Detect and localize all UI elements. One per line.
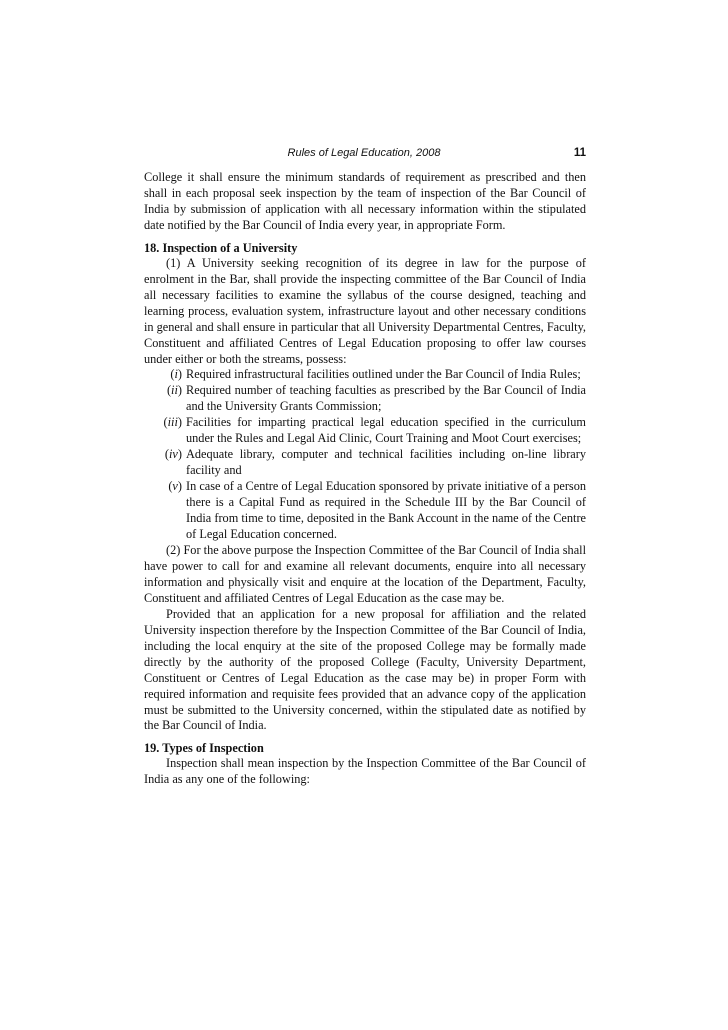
- list-item-text: Adequate library, computer and technical facilities including on-line library facility and: [186, 447, 586, 478]
- facility-list: [144, 367, 586, 542]
- list-item-number: (iv): [164, 447, 182, 462]
- list-item: [144, 447, 586, 479]
- list-item: [144, 415, 586, 447]
- list-item-text: Required number of teaching faculties as prescribed by the Bar Council of India and the University Grants Commission;: [186, 383, 586, 414]
- list-item-number: (v): [168, 479, 182, 494]
- page-number: 11: [573, 147, 586, 159]
- section-18-proviso: Provided that an application for a new proposal for affiliation and the related University inspection therefore by the Inspection Committee of the Bar Council of India, including the local enquiry at the site of the proposed College may be formally made directly by the authority of the proposed College (Faculty, University Department, Constituent or Centres of Legal Education as the case may be) in proper Form with required information and requisite fees provided that an advance copy of the application must be submitted to the University concerned, within the stipulated date as notified by the Bar Council of India.: [144, 606, 586, 733]
- list-item-number: (iii): [163, 415, 182, 430]
- header-title: Rules of Legal Education, 2008: [287, 147, 441, 159]
- list-item-text: Required infrastructural facilities outlined under the Bar Council of India Rules;: [186, 367, 581, 382]
- list-item: [144, 479, 586, 543]
- list-item-number: (ii): [166, 383, 182, 398]
- section-18-para-1: (1) A University seeking recognition of its degree in law for the purpose of enrolment in the Bar, shall provide the inspecting committee of the Bar Council of India all necessary facilities to examine the syllabus of the course designed, teaching and learning process, evaluation system, infrastructure layout and other necessary conditions in general and shall ensure in particular that all University Departmental Centres, Faculty, Constituent and affiliated Centres of Legal Education proposing to offer law courses under either or both the streams, possess:: [144, 255, 586, 366]
- running-header: [0, 147, 728, 161]
- list-item: [144, 383, 586, 415]
- intro-paragraph: College it shall ensure the minimum standards of requirement as prescribed and then shall in each proposal seek inspection by the team of inspection of the Bar Council of India by submission of application with all necessary information within the stipulated date notified by the Bar Council of India every year, in appropriate Form.: [144, 170, 586, 232]
- section-19-para-1: Inspection shall mean inspection by the Inspection Committee of the Bar Council of India as any one of the following:: [144, 756, 586, 787]
- section-18-para-2: (2) For the above purpose the Inspection Committee of the Bar Council of India shall have power to call for and examine all relevant documents, enquire into all necessary information and physically visit and enquire at the location of the Department, Faculty, Constituent and affiliated Centres of Legal Education as the case may be.: [144, 542, 586, 605]
- section-19-heading: 19. Types of Inspection: [144, 741, 264, 756]
- body-text: [144, 170, 586, 788]
- list-item: [144, 367, 586, 383]
- list-item-text: In case of a Centre of Legal Education sponsored by private initiative of a person there is a Capital Fund as required in the Schedule III by the Bar Council of India from time to time, deposited in the Bank Account in the name of the Centre of Legal Education concerned.: [186, 479, 586, 542]
- list-item-number: (i): [170, 367, 182, 382]
- list-item-text: Facilities for imparting practical legal education specified in the curriculum under the Rules and Legal Aid Clinic, Court Training and Moot Court exercises;: [186, 415, 586, 446]
- section-18-heading: 18. Inspection of a University: [144, 240, 298, 255]
